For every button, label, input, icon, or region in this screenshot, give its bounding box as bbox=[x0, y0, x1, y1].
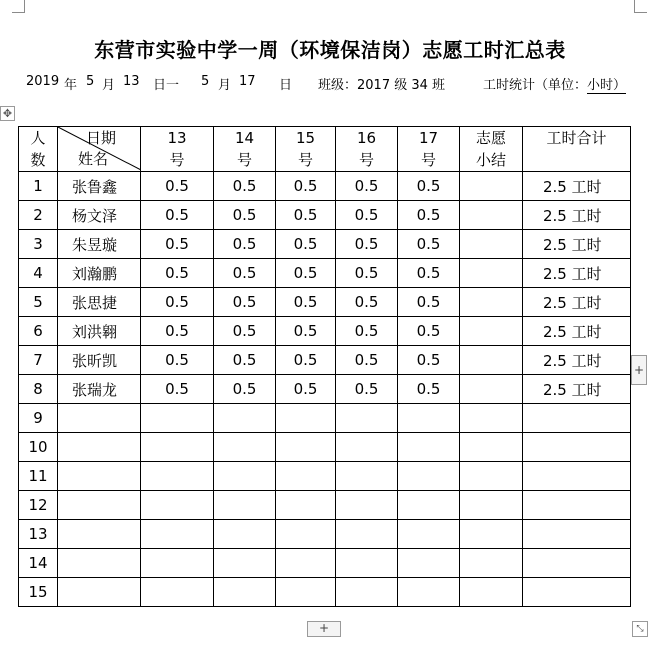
hours-cell[interactable]: 0.5 bbox=[141, 375, 214, 404]
start-month: 5 bbox=[86, 74, 95, 89]
header-day-14 bbox=[214, 127, 276, 172]
hours-cell[interactable] bbox=[141, 433, 214, 462]
hours-cell[interactable] bbox=[276, 404, 336, 433]
unit-label-group bbox=[483, 74, 626, 93]
name-cell[interactable]: 张昕凯 bbox=[58, 346, 141, 375]
summary-cell[interactable] bbox=[460, 288, 523, 317]
hours-cell[interactable] bbox=[276, 462, 336, 491]
row-number-cell[interactable]: 8 bbox=[19, 375, 58, 404]
row-number-cell[interactable]: 13 bbox=[19, 520, 58, 549]
month-char-1: 月 bbox=[102, 78, 116, 93]
hours-cell[interactable]: 0.5 bbox=[336, 288, 398, 317]
hours-cell[interactable] bbox=[214, 578, 276, 607]
row-number-cell[interactable]: 3 bbox=[19, 230, 58, 259]
hours-cell[interactable] bbox=[141, 520, 214, 549]
hours-cell[interactable] bbox=[398, 520, 460, 549]
total-cell[interactable]: 2.5 工时 bbox=[523, 375, 631, 404]
name-cell[interactable] bbox=[58, 491, 141, 520]
row-number-cell[interactable]: 6 bbox=[19, 317, 58, 346]
name-cell[interactable] bbox=[58, 578, 141, 607]
day-char-weekday: 日一 bbox=[153, 78, 180, 93]
summary-cell[interactable] bbox=[460, 404, 523, 433]
row-number-cell[interactable]: 5 bbox=[19, 288, 58, 317]
hours-cell[interactable] bbox=[214, 491, 276, 520]
hours-cell[interactable] bbox=[276, 549, 336, 578]
summary-cell[interactable] bbox=[460, 520, 523, 549]
hours-cell[interactable] bbox=[141, 549, 214, 578]
summary-cell[interactable] bbox=[460, 230, 523, 259]
hours-cell[interactable]: 0.5 bbox=[276, 375, 336, 404]
summary-cell[interactable] bbox=[460, 172, 523, 201]
header-summary-line2: 小结 bbox=[475, 151, 506, 169]
table-row bbox=[19, 172, 631, 201]
header-day-14-num: 14 bbox=[234, 129, 255, 147]
row-number-cell[interactable]: 12 bbox=[19, 491, 58, 520]
header-day-13 bbox=[141, 127, 214, 172]
hours-cell[interactable]: 0.5 bbox=[398, 346, 460, 375]
name-cell[interactable]: 刘瀚鹏 bbox=[58, 259, 141, 288]
header-date-name-diagonal bbox=[58, 127, 141, 172]
hours-cell[interactable]: 0.5 bbox=[141, 259, 214, 288]
hours-cell[interactable]: 0.5 bbox=[336, 201, 398, 230]
hours-cell[interactable] bbox=[398, 433, 460, 462]
total-cell[interactable] bbox=[523, 404, 631, 433]
total-cell[interactable]: 2.5 工时 bbox=[523, 288, 631, 317]
header-day-17-hao: 号 bbox=[420, 151, 436, 169]
header-summary bbox=[460, 127, 523, 172]
hours-cell[interactable] bbox=[276, 520, 336, 549]
hours-cell[interactable]: 0.5 bbox=[141, 346, 214, 375]
hours-cell[interactable] bbox=[336, 433, 398, 462]
table-header-row bbox=[19, 127, 631, 172]
hours-cell[interactable]: 0.5 bbox=[141, 172, 214, 201]
table-row bbox=[19, 375, 631, 404]
row-number-cell[interactable]: 4 bbox=[19, 259, 58, 288]
hours-cell[interactable]: 0.5 bbox=[336, 317, 398, 346]
hours-cell[interactable]: 0.5 bbox=[398, 259, 460, 288]
name-cell[interactable]: 朱昱璇 bbox=[58, 230, 141, 259]
hours-cell[interactable] bbox=[336, 578, 398, 607]
header-day-13-hao: 号 bbox=[169, 151, 185, 169]
hours-cell[interactable] bbox=[398, 578, 460, 607]
hours-cell[interactable]: 0.5 bbox=[141, 201, 214, 230]
summary-cell[interactable] bbox=[460, 549, 523, 578]
row-number-cell[interactable]: 7 bbox=[19, 346, 58, 375]
header-day-17 bbox=[398, 127, 460, 172]
summary-cell[interactable] bbox=[460, 317, 523, 346]
table-row bbox=[19, 578, 631, 607]
table-resize-handle[interactable] bbox=[632, 621, 648, 637]
hours-cell[interactable]: 0.5 bbox=[214, 259, 276, 288]
hours-cell[interactable]: 0.5 bbox=[276, 346, 336, 375]
insert-column-button[interactable] bbox=[631, 355, 647, 385]
table-row bbox=[19, 201, 631, 230]
hours-cell[interactable]: 0.5 bbox=[141, 230, 214, 259]
hours-cell[interactable]: 0.5 bbox=[214, 201, 276, 230]
hours-cell[interactable] bbox=[276, 491, 336, 520]
margin-corner-mark-left bbox=[12, 0, 25, 13]
hours-cell[interactable] bbox=[336, 549, 398, 578]
table-row bbox=[19, 259, 631, 288]
year-value: 2019 bbox=[26, 74, 60, 89]
hours-cell[interactable] bbox=[336, 520, 398, 549]
name-cell[interactable]: 张鲁鑫 bbox=[58, 172, 141, 201]
hours-cell[interactable]: 0.5 bbox=[214, 172, 276, 201]
hours-cell[interactable] bbox=[141, 578, 214, 607]
total-cell[interactable] bbox=[523, 520, 631, 549]
hours-cell[interactable] bbox=[398, 462, 460, 491]
summary-cell[interactable] bbox=[460, 259, 523, 288]
summary-cell[interactable] bbox=[460, 462, 523, 491]
name-cell[interactable] bbox=[58, 549, 141, 578]
hours-cell[interactable] bbox=[336, 404, 398, 433]
header-person-count-line1: 人 bbox=[30, 129, 46, 147]
hours-cell[interactable]: 0.5 bbox=[276, 201, 336, 230]
row-number-cell[interactable]: 2 bbox=[19, 201, 58, 230]
hours-cell[interactable] bbox=[141, 404, 214, 433]
hours-cell[interactable]: 0.5 bbox=[276, 259, 336, 288]
table-row bbox=[19, 317, 631, 346]
month-char-2: 月 bbox=[218, 78, 232, 93]
total-cell[interactable]: 2.5 工时 bbox=[523, 317, 631, 346]
total-cell[interactable]: 2.5 工时 bbox=[523, 259, 631, 288]
hours-cell[interactable]: 0.5 bbox=[398, 230, 460, 259]
hours-cell[interactable]: 0.5 bbox=[214, 230, 276, 259]
summary-cell[interactable] bbox=[460, 201, 523, 230]
hours-cell[interactable] bbox=[214, 404, 276, 433]
header-day-16 bbox=[336, 127, 398, 172]
hours-cell[interactable]: 0.5 bbox=[398, 375, 460, 404]
summary-cell[interactable] bbox=[460, 491, 523, 520]
hours-cell[interactable] bbox=[214, 520, 276, 549]
table-row bbox=[19, 520, 631, 549]
hours-cell[interactable]: 0.5 bbox=[141, 288, 214, 317]
year-char: 年 bbox=[64, 78, 78, 93]
summary-cell[interactable] bbox=[460, 433, 523, 462]
row-number-cell[interactable]: 10 bbox=[19, 433, 58, 462]
document-title: 东营市实验中学一周（环境保洁岗）志愿工时汇总表 bbox=[94, 38, 566, 62]
hours-cell[interactable]: 0.5 bbox=[398, 201, 460, 230]
hours-cell[interactable] bbox=[398, 491, 460, 520]
name-cell[interactable]: 张思捷 bbox=[58, 288, 141, 317]
hours-cell[interactable]: 0.5 bbox=[398, 172, 460, 201]
hours-cell[interactable]: 0.5 bbox=[214, 346, 276, 375]
hours-cell[interactable]: 0.5 bbox=[398, 317, 460, 346]
hours-cell[interactable]: 0.5 bbox=[214, 288, 276, 317]
total-cell[interactable]: 2.5 工时 bbox=[523, 346, 631, 375]
row-number-cell[interactable]: 15 bbox=[19, 578, 58, 607]
hours-cell[interactable]: 0.5 bbox=[214, 317, 276, 346]
name-cell[interactable] bbox=[58, 404, 141, 433]
hours-cell[interactable] bbox=[276, 578, 336, 607]
hours-cell[interactable] bbox=[336, 491, 398, 520]
table-row bbox=[19, 404, 631, 433]
unit-close: ） bbox=[613, 78, 627, 93]
day-char: 日 bbox=[279, 78, 293, 93]
hours-cell[interactable] bbox=[336, 462, 398, 491]
header-date: 日期 bbox=[86, 129, 117, 147]
total-cell[interactable] bbox=[523, 462, 631, 491]
row-number-cell[interactable]: 14 bbox=[19, 549, 58, 578]
total-cell[interactable]: 2.5 工时 bbox=[523, 172, 631, 201]
total-cell[interactable] bbox=[523, 433, 631, 462]
total-cell[interactable] bbox=[523, 549, 631, 578]
table-row bbox=[19, 491, 631, 520]
name-cell[interactable]: 杨文泽 bbox=[58, 201, 141, 230]
hours-cell[interactable]: 0.5 bbox=[276, 172, 336, 201]
summary-cell[interactable] bbox=[460, 375, 523, 404]
name-cell[interactable]: 刘洪翱 bbox=[58, 317, 141, 346]
summary-cell[interactable] bbox=[460, 578, 523, 607]
table-row bbox=[19, 433, 631, 462]
hours-cell[interactable]: 0.5 bbox=[336, 259, 398, 288]
hours-cell[interactable] bbox=[276, 433, 336, 462]
header-name: 姓名 bbox=[78, 150, 109, 168]
hours-cell[interactable] bbox=[214, 433, 276, 462]
table-row bbox=[19, 346, 631, 375]
header-total-label: 工时合计 bbox=[546, 129, 607, 147]
header-day-16-hao: 号 bbox=[358, 151, 374, 169]
name-cell[interactable] bbox=[58, 433, 141, 462]
end-day: 17 bbox=[239, 74, 256, 89]
hours-cell[interactable]: 0.5 bbox=[276, 288, 336, 317]
resize-diagonal-icon: ⤡ bbox=[636, 624, 644, 634]
hours-cell[interactable]: 0.5 bbox=[336, 172, 398, 201]
hours-cell[interactable]: 0.5 bbox=[398, 288, 460, 317]
hours-cell[interactable]: 0.5 bbox=[214, 375, 276, 404]
header-day-15-num: 15 bbox=[295, 129, 316, 147]
header-day-17-num: 17 bbox=[418, 129, 439, 147]
header-total bbox=[523, 127, 631, 172]
total-cell[interactable]: 2.5 工时 bbox=[523, 201, 631, 230]
hours-cell[interactable]: 0.5 bbox=[141, 317, 214, 346]
header-summary-line1: 志愿 bbox=[475, 129, 506, 147]
total-cell[interactable]: 2.5 工时 bbox=[523, 230, 631, 259]
date-class-line bbox=[26, 74, 638, 94]
hours-cell[interactable] bbox=[141, 462, 214, 491]
hours-cell[interactable] bbox=[214, 462, 276, 491]
unit-value: 小时 bbox=[587, 78, 614, 93]
row-number-cell[interactable]: 11 bbox=[19, 462, 58, 491]
total-cell[interactable] bbox=[523, 491, 631, 520]
header-day-14-hao: 号 bbox=[236, 151, 252, 169]
table-move-handle[interactable] bbox=[0, 106, 15, 121]
plus-icon: + bbox=[633, 363, 645, 377]
row-number-cell[interactable]: 9 bbox=[19, 404, 58, 433]
end-month: 5 bbox=[201, 74, 210, 89]
header-person-count-line2: 数 bbox=[30, 151, 46, 169]
table-row bbox=[19, 230, 631, 259]
hours-cell[interactable] bbox=[398, 404, 460, 433]
header-person-count bbox=[19, 127, 58, 172]
summary-cell[interactable] bbox=[460, 346, 523, 375]
header-day-15 bbox=[276, 127, 336, 172]
hours-cell[interactable]: 0.5 bbox=[276, 317, 336, 346]
name-cell[interactable]: 张瑞龙 bbox=[58, 375, 141, 404]
unit-label: 工时统计（单位： bbox=[483, 78, 588, 93]
header-day-13-num: 13 bbox=[167, 129, 187, 147]
hours-cell[interactable]: 0.5 bbox=[276, 230, 336, 259]
table-row bbox=[19, 462, 631, 491]
hours-cell[interactable]: 0.5 bbox=[336, 375, 398, 404]
name-cell[interactable] bbox=[58, 462, 141, 491]
table-row bbox=[19, 549, 631, 578]
move-arrows-icon: ✥ bbox=[2, 107, 13, 120]
hours-cell[interactable] bbox=[398, 549, 460, 578]
class-label: 班级：2017 级 34 班 bbox=[318, 78, 446, 93]
header-day-16-num: 16 bbox=[356, 129, 377, 147]
hours-cell[interactable]: 0.5 bbox=[336, 346, 398, 375]
plus-icon: + bbox=[318, 621, 330, 635]
table-row bbox=[19, 288, 631, 317]
row-number-cell[interactable]: 1 bbox=[19, 172, 58, 201]
volunteer-hours-table bbox=[18, 126, 631, 607]
name-cell[interactable] bbox=[58, 520, 141, 549]
total-cell[interactable] bbox=[523, 578, 631, 607]
hours-cell[interactable]: 0.5 bbox=[336, 230, 398, 259]
insert-row-button[interactable] bbox=[307, 621, 341, 637]
header-day-15-hao: 号 bbox=[297, 151, 313, 169]
hours-cell[interactable] bbox=[214, 549, 276, 578]
margin-corner-mark-right bbox=[634, 0, 647, 13]
hours-cell[interactable] bbox=[141, 491, 214, 520]
start-day: 13 bbox=[123, 74, 140, 89]
